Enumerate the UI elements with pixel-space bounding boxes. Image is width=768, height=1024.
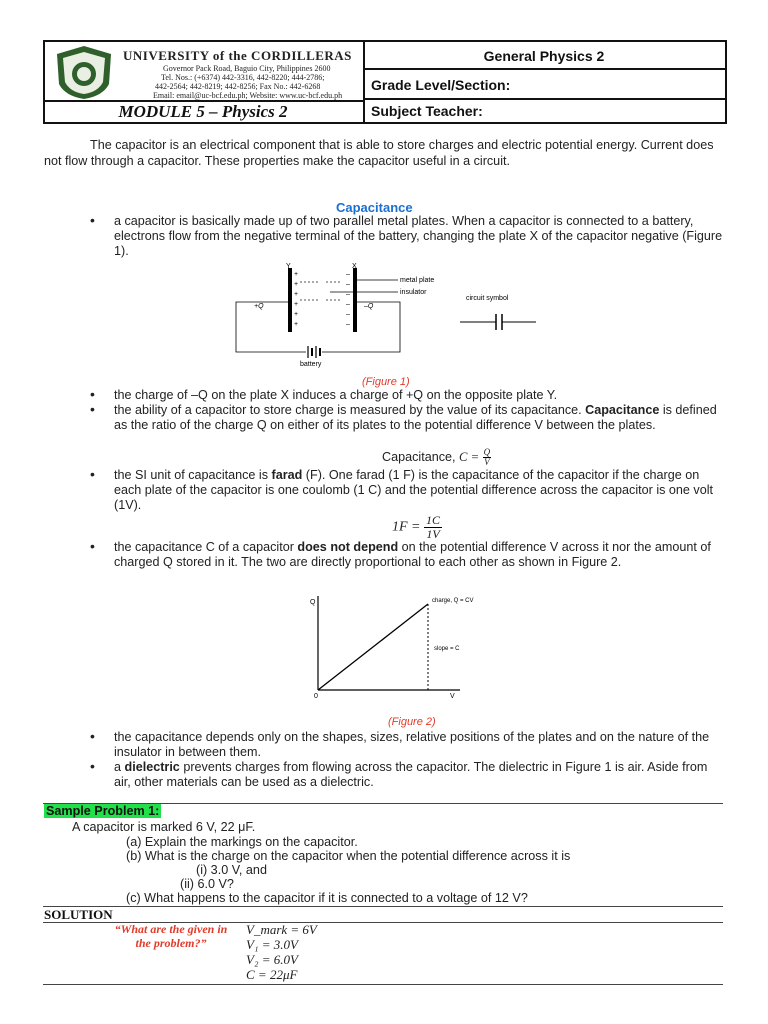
bullet-dot: •	[90, 758, 95, 774]
question-a: (a) Explain the markings on the capacitor.	[126, 835, 358, 849]
bullet-does-not-depend	[114, 540, 724, 570]
solution-heading: SOLUTION	[44, 907, 113, 922]
formula-fraction	[424, 514, 442, 541]
email-line: Email: email@uc-bcf.edu.ph; Website: www.uc-bcf.edu.ph	[153, 91, 343, 100]
university-seal-logo	[53, 44, 115, 100]
plus-sign: +	[294, 281, 299, 288]
figure-2-caption: (Figure 2)	[388, 716, 436, 728]
farad-formula	[392, 514, 442, 541]
bullet-capacitance-definition	[114, 403, 724, 433]
bullet-dot: •	[90, 386, 95, 402]
term-capacitance: Capacitance	[585, 403, 660, 417]
header-left-cell	[45, 42, 365, 122]
subject-teacher-field: Subject Teacher:	[371, 103, 483, 119]
label-y: Y	[286, 263, 291, 270]
bullet-text: prevents charges from flowing across the capacitor. The dielectric in Figure 1 is air. Aside from air, other materials can be used as a dielectric.	[114, 760, 708, 789]
given-question-line: the problem?”	[135, 936, 207, 950]
question-c: (c) What happens to the capacitor if it is connected to a voltage of 12 V?	[126, 891, 528, 905]
given-question	[96, 922, 246, 950]
bullet-dot: •	[90, 538, 95, 554]
course-title: General Physics 2	[363, 42, 725, 70]
bullet-text: the capacitance C of a capacitor	[114, 540, 298, 554]
line-label: charge, Q = CV	[432, 598, 474, 604]
formula-denominator: 1V	[426, 527, 440, 541]
formula-fraction	[483, 448, 492, 467]
divider	[43, 984, 723, 985]
term-farad: farad	[271, 468, 303, 482]
formula-numerator: 1C	[426, 513, 441, 527]
bullet-text: a	[114, 760, 125, 774]
formula-label: Capacitance,	[382, 449, 460, 464]
figure-1-diagram	[230, 262, 550, 374]
question-b-i: (i) 3.0 V, and	[196, 863, 267, 877]
term-does-not-depend: does not depend	[297, 540, 399, 554]
minus-sign: –	[346, 321, 350, 328]
slope-label: slope = C	[434, 646, 460, 652]
given-v-mark: V_mark = 6V	[246, 922, 317, 937]
formula-denominator: V	[484, 457, 490, 467]
given-question-line: “What are the given in	[114, 922, 228, 936]
minus-q-label: –Q	[364, 303, 374, 310]
plus-sign: +	[294, 311, 299, 318]
bullet-dot: •	[90, 401, 95, 417]
bullet-text: the ability of a capacitor to store charge is measured by the value of its capacitance.	[114, 403, 582, 417]
address-line: Governor Pack Road, Baguio City, Philippines 2600	[163, 64, 331, 73]
plus-sign: +	[294, 271, 299, 278]
term-dielectric: dielectric	[124, 760, 180, 774]
bullet-capacitance-depends: the capacitance depends only on the shapes, sizes, relative positions of the plates and on the nature of the insulator in between them.	[114, 730, 710, 759]
bullet-farad	[114, 468, 724, 513]
line-q-equals-cv	[318, 604, 428, 690]
tel-line-1: Tel. Nos.: (+6374) 442-3316, 442-8220; 444-2786;	[161, 73, 325, 82]
tel-line-2: 442-2564; 442-8219; 442-8256; Fax No.: 442-6268	[155, 82, 321, 91]
bullet-capacitor-plates: a capacitor is basically made up of two parallel metal plates. When a capacitor is connected to a battery, electrons flow from the negative terminal of the battery, changing the plate X of the capacitor negative (Figure 1).	[114, 214, 723, 258]
given-capacitance: C = 22μF	[246, 967, 298, 982]
university-name: UNIVERSITY of the CORDILLERAS	[123, 48, 352, 63]
bullet-dielectric	[114, 760, 724, 790]
question-b: (b) What is the charge on the capacitor when the potential difference across it is	[126, 849, 571, 863]
formula-numerator: Q	[483, 447, 491, 457]
header-table	[43, 40, 727, 124]
axis-q-label: Q	[310, 599, 316, 606]
formula-lhs: 1F =	[392, 519, 421, 535]
bullet-text: is defined as the ratio of the charge Q on either of its plates to the potential difference V between the plates.	[114, 403, 717, 432]
plus-sign: +	[294, 291, 299, 298]
grade-level-field: Grade Level/Section:	[363, 70, 725, 100]
plus-sign: +	[294, 301, 299, 308]
figure-1-caption: (Figure 1)	[362, 376, 410, 388]
circuit-symbol-label: circuit symbol	[466, 295, 509, 302]
axis-v-label: V	[450, 693, 455, 700]
bullet-induced-charge: the charge of –Q on the plate X induces a charge of +Q on the opposite plate Y.	[114, 388, 558, 402]
metal-plate-label: metal plate	[400, 277, 435, 284]
battery-label: battery	[300, 361, 322, 368]
bullet-dot: •	[90, 728, 95, 744]
divider	[43, 906, 723, 907]
minus-sign: –	[346, 291, 350, 298]
module-title: MODULE 5 – Physics 2	[118, 102, 288, 121]
bullet-text: on the potential difference V across it nor the amount of charged Q stored in it. The two are directly proportional to each other as shown in Figure 2.	[114, 540, 711, 569]
insulator-label: insulator	[400, 289, 427, 296]
plus-q-label: +Q	[254, 303, 264, 310]
figure-2-graph	[300, 590, 480, 700]
bullet-text: (F). One farad (1 F) is the capacitance of the capacitor if the charge on each plate of the capacitor is one coulomb (1 C) and the potential difference across the capacitor is one volt (1V).	[114, 468, 714, 512]
minus-sign: –	[346, 271, 350, 278]
sample-statement: A capacitor is marked 6 V, 22 μF.	[72, 820, 256, 834]
bullet-text: the SI unit of capacitance is	[114, 468, 272, 482]
given-values	[246, 922, 317, 982]
bullet-dot: •	[90, 466, 95, 482]
minus-sign: –	[346, 301, 350, 308]
sample-problem-title: Sample Problem 1:	[46, 804, 160, 818]
header-right-cell	[363, 42, 725, 122]
minus-sign: –	[346, 281, 350, 288]
bullet-dot: •	[90, 212, 95, 228]
origin-label: 0	[314, 693, 318, 700]
label-x: X	[352, 263, 357, 270]
plus-sign: +	[294, 321, 299, 328]
formula-lhs: C =	[459, 449, 480, 464]
given-v2: V₂ = 6.0V	[246, 952, 298, 967]
given-v1: V₁ = 3.0V	[246, 937, 298, 952]
minus-sign: –	[346, 311, 350, 318]
capacitance-formula	[382, 448, 491, 467]
intro-paragraph: The capacitor is an electrical component that is able to store charges and electric potential energy. Current does not flow through a capacitor. These properties make the capacitor useful in a circuit.	[44, 138, 714, 168]
question-b-ii: (ii) 6.0 V?	[180, 877, 234, 891]
section-title-capacitance: Capacitance	[336, 200, 413, 215]
